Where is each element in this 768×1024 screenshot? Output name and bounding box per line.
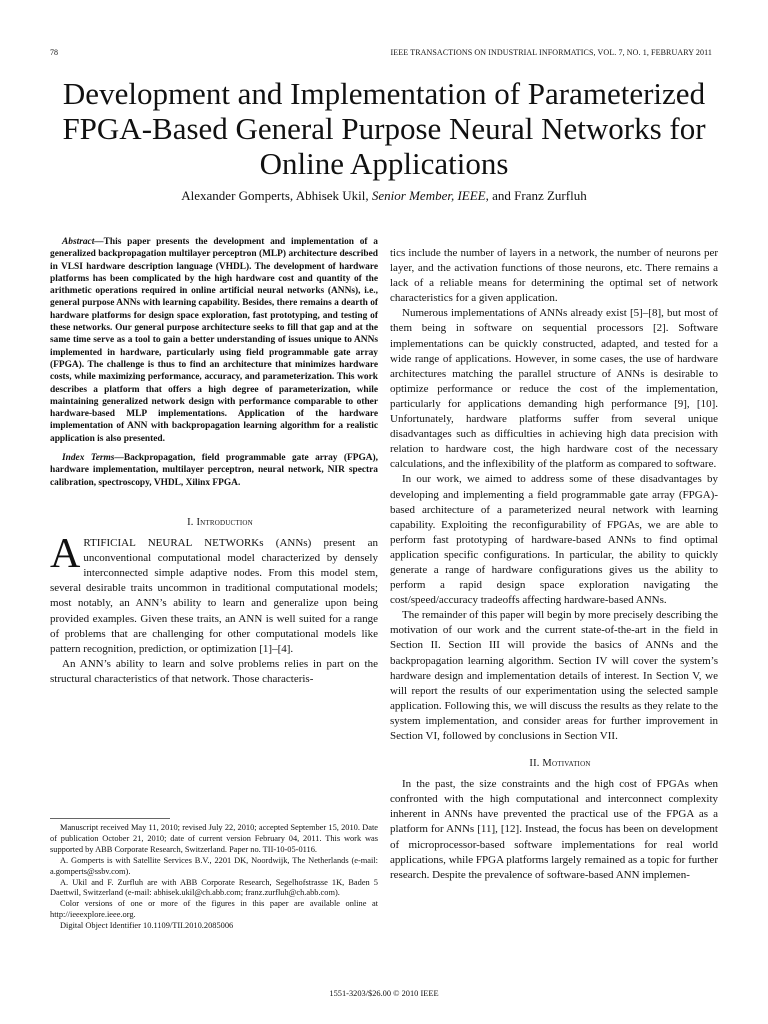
index-terms-label: Index Terms— xyxy=(62,453,124,464)
footnote-rule xyxy=(50,818,170,819)
footnote-color: Color versions of one or more of the figures in this paper are available online at http://ieeexplore.ieee.org. xyxy=(50,899,378,920)
right-column xyxy=(390,246,718,883)
intro-p1-text: s (ANNs) present an unconventional computational model characterized by densely interconnected simple adaptive nodes. From this model stem, several desirable traits uncommon in traditional computational models; most notably, an ANN’s ability to learn and generalize upon being provided examples. Given these traits, an ANN is well suited for a range of problems that are challenging for other computational models like pattern recognition, prediction, or optimization [1]–[4]. xyxy=(50,537,378,655)
title-line-1: Development and Implementation of Parameterized xyxy=(62,76,706,111)
paper-title xyxy=(20,76,748,181)
intro-first-word: RTIFICIAL NEURAL NETWORK xyxy=(83,537,260,550)
abstract-text: This paper presents the development and implementation of a generalized backpropagation multilayer perceptron (MLP) architecture described in VLSI hardware description language (VHDL). The development of hardware platforms has been complicated by the high hardware cost and quantity of the arithmetic operations required in online artificial neural networks (ANNs), i.e., general purpose ANNs with learning capability. Besides, there remains a dearth of hardware platforms for design space exploration, fast prototyping, and testing of these networks. Our general purpose architecture seeks to fill that gap and at the same time serve as a tool to gain a better understanding of issues unique to ANNs implemented in hardware, particularly using field programmable gate array (FPGA). The challenge is thus to find an architecture that minimizes hardware costs, while maximizing performance, accuracy, and parameterization. This work describes a platform that offers a high degree of parameterization, while maintaining generalized network design with performance comparable to other hardware-based MLP implementations. Application of the hardware implementation of ANN with backpropagation learning algorithm for a realistic application is also presented. xyxy=(50,237,378,444)
body-paragraph-5: In the past, the size constraints and the high cost of FPGAs when confronted with the high computational and interconnect complexity inherent in ANNs have prevented the practical use of the FPGA as a platform for ANNs [11], [12]. Instead, the focus has been on development of microprocessor-based software implementations for real world applications, while FPGA platforms largely remained as a topic for further research. Despite the prevalence of software-based ANN implemen- xyxy=(390,778,718,881)
index-terms-text: Backpropagation, field programmable gate array (FPGA), hardware implementation, multilayer perceptron, neural network, NIR spectra calibration, spectroscopy, VHDL, Xilinx FPGA. xyxy=(50,453,379,488)
authors-names: Alexander Gomperts, Abhisek Ukil, xyxy=(181,188,372,203)
abstract xyxy=(50,236,378,445)
footnotes xyxy=(50,823,378,932)
section-heading-motivation: II. Motivation xyxy=(529,758,591,770)
body-paragraph-2: Numerous implementations of ANNs already exist [5]–[8], but most of them being in software on sequential processors [2]. Software implementations can be quickly constructed, adapted, and tested for a wide range of applications. However, in some cases, the use of hardware architectures matching the parallel structure of ANNs is desirable to optimize performance or reduce the cost of the implementation, particularly for applications demanding high performance [9], [10]. Unfortunately, hardware platforms suffer from several unique disadvantages such as difficulties in achieving high data precision with relation to hardware cost, the high hardware cost of the necessary calculations, and the inflexibility of the platform as compared to software. xyxy=(390,307,718,471)
index-terms xyxy=(50,452,378,489)
intro-paragraph-2: An ANN’s ability to learn and solve problems relies in part on the structural characteristics of that network. Those characteris- xyxy=(50,657,378,685)
footnote-author-2: A. Ukil and F. Zurfluh are with ABB Corporate Research, Segelhofstrasse 1K, Baden 5 Daettwil, Switzerland (e-mail: abhisek.ukil@ch.abb.com; franz.zurfluh@ch.abb.com). xyxy=(50,877,378,898)
copyright-footer: 1551-3203/$26.00 © 2010 IEEE xyxy=(329,989,439,998)
author-list xyxy=(20,188,748,204)
author-affiliation: Senior Member, IEEE xyxy=(371,188,486,203)
footnote-manuscript: Manuscript received May 11, 2010; revised July 22, 2010; accepted September 15, 2010. Date of publication October 21, 2010; date of current version February 04, 2011. This work was supported by ABB Corporate Research, Switzerland. Paper no. TII-10-05-0116. xyxy=(50,823,378,854)
journal-header: IEEE TRANSACTIONS ON INDUSTRIAL INFORMATICS, VOL. 7, NO. 1, FEBRUARY 2011 xyxy=(390,48,712,57)
intro-paragraph-1 xyxy=(50,531,378,657)
body-paragraph-3: In our work, we aimed to address some of these disadvantages by developing and implementing a field programmable gate array (FPGA)-based architecture of a parameterized neural network with learning capability. Exploiting the reconfigurability of FPGAs, we are able to perform fast prototyping of hardware-based ANNs to find optimal application specific configurations. In particular, the ability to quickly generate a range of hardware configurations gives us the ability to perform a rapid design space exploration navigating the cost/speed/accuracy tradeoffs affecting hardware-based ANNs. xyxy=(390,473,718,607)
footnote-doi: Digital Object Identifier 10.1109/TII.2010.2085006 xyxy=(60,921,234,931)
body-paragraph-1: tics include the number of layers in a network, the number of neurons per layer, and the activation functions of those neurons, etc. There remains a lack of a reliable means for determining the optimal set of network characteristics for a given application. xyxy=(390,247,718,305)
footnote-author-1: A. Gomperts is with Satellite Services B.V., 2201 DK, Noordwijk, The Netherlands (e-mail: a.gomperts@ssbv.com). xyxy=(50,855,378,876)
title-line-2: FPGA-Based General Purpose Neural Networks for xyxy=(62,111,706,146)
authors-names-end: , and Franz Zurfluh xyxy=(485,188,587,203)
abstract-label: Abstract— xyxy=(62,237,104,247)
body-paragraph-4: The remainder of this paper will begin by more precisely describing the motivation of our work and the current state-of-the-art in the field in Section II. Section III will provide the basics of ANNs and the backpropagation learning algorithm. Section IV will cover the system’s hardware design and implementation details of interest. In Section V, we will report the results of our experimentation using the selected sample application. Following this, we will discuss the results as they relate to the system implementation, and consider areas for further improvement in Section VI, followed by conclusions in Section VII. xyxy=(390,609,718,742)
page-number: 78 xyxy=(50,48,58,57)
title-line-3: Online Applications xyxy=(259,146,509,181)
drop-cap: A xyxy=(50,531,81,578)
left-column xyxy=(50,236,378,687)
section-heading-introduction: I. Introduction xyxy=(187,516,253,528)
